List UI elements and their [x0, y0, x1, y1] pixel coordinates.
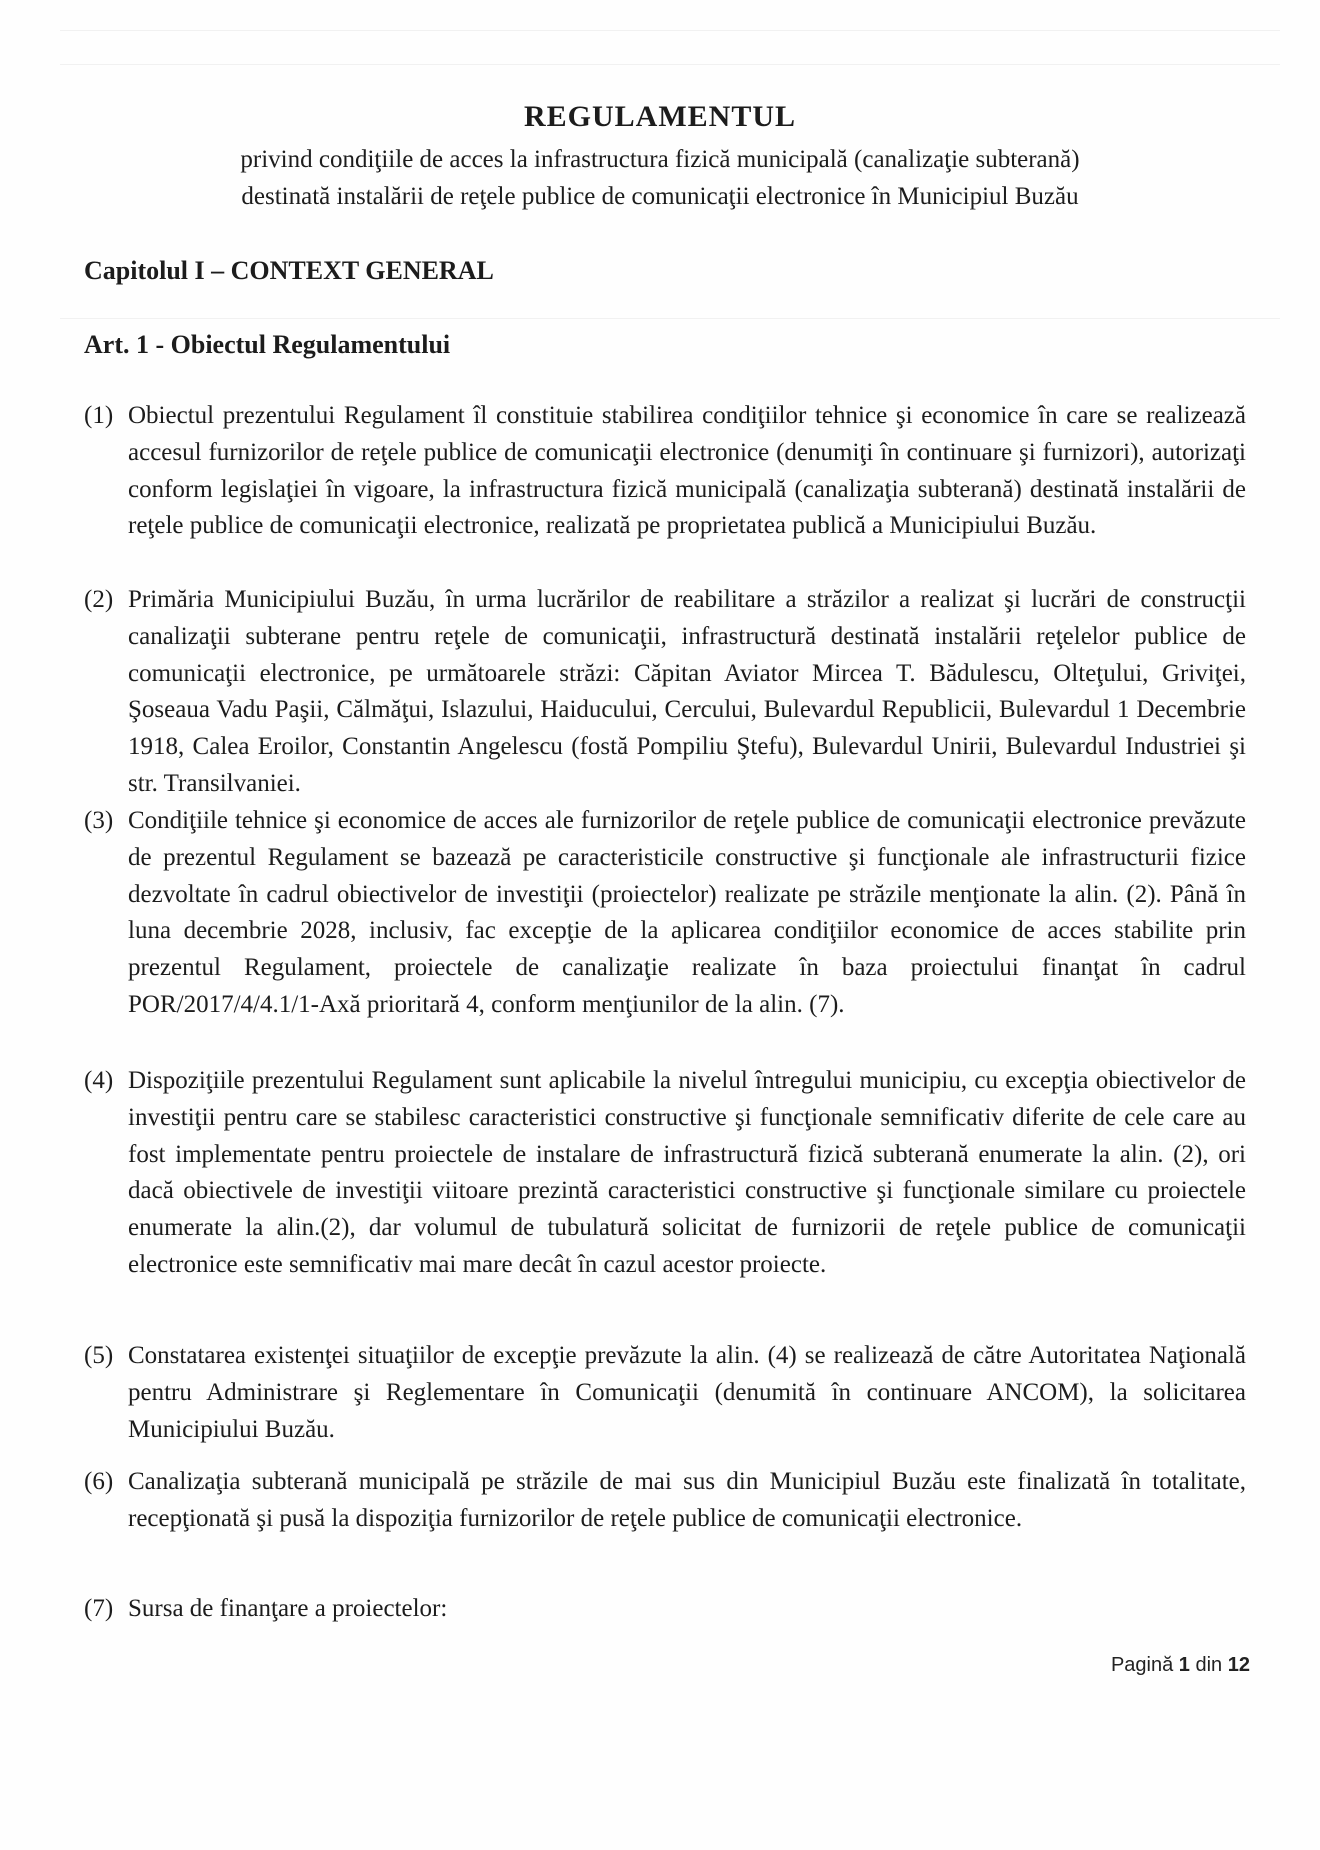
- paragraph-2: [84, 582, 1246, 803]
- paragraph-5: [84, 1338, 1246, 1448]
- paragraph-number: (3): [84, 807, 114, 834]
- paragraph-text: Primăria Municipiului Buzău, în urma lucrărilor de reabilitare a străzilor a realizat şi lucrări de construcţii canalizaţii subterane pentru reţele de comunicaţii, infrastructură destinată instalării reţelelor publice de comunicaţii electronice, pe următoarele străzi: Căpitan Aviator Mircea T. Bădulescu, Olteţului, Griviţei, Şoseaua Vadu Paşii, Călmăţui, Islazului, Haiducului, Cercului, Bulevardul Republicii, Bulevardul 1 Decembrie 1918, Calea Eroilor, Constantin Angelescu (fostă Pompiliu Ştefu), Bulevardul Unirii, Bulevardul Industriei şi str. Transilvaniei.: [128, 586, 1246, 797]
- page-of: din: [1195, 1654, 1223, 1676]
- page-current: 1: [1178, 1654, 1190, 1676]
- paragraph-number: (6): [84, 1468, 114, 1495]
- paragraph-6: [84, 1464, 1246, 1538]
- paragraph-text: Canalizaţia subterană municipală pe străzile de mai sus din Municipiul Buzău este finalizată în totalitate, recepţionată şi pusă la dispoziţia furnizorilor de reţele publice de comunicaţii electronice.: [128, 1468, 1246, 1532]
- page-total: 12: [1227, 1654, 1250, 1676]
- scan-artifact: [60, 64, 1280, 65]
- subtitle-line-2: destinată instalării de reţele publice de comunicaţii electronice în Municipiul Buzău: [241, 183, 1079, 210]
- paragraph-1: [84, 398, 1246, 545]
- paragraph-number: (5): [84, 1342, 114, 1369]
- subtitle-line-1: privind condiţiile de acces la infrastructura fizică municipală (canalizaţie subterană): [240, 146, 1080, 173]
- paragraph-3: [84, 803, 1246, 1024]
- paragraph-text: Obiectul prezentului Regulament îl constituie stabilirea condiţiilor tehnice şi economice în care se realizează accesul furnizorilor de reţele publice de comunicaţii electronice (denumiţi în continuare şi furnizori), autorizaţi conform legislaţiei în vigoare, la infrastructura fizică municipală (canalizaţia subterană) destinată instalării de reţele publice de comunicaţii electronice, realizată pe proprietatea publică a Municipiului Buzău.: [128, 402, 1246, 540]
- article-heading: Art. 1 - Obiectul Regulamentului: [84, 330, 451, 359]
- document-subtitle: [120, 141, 1200, 215]
- document-title: REGULAMENTUL: [523, 100, 797, 133]
- paragraph-text: Constatarea existenţei situaţiilor de excepţie prevăzute la alin. (4) se realizează de către Autoritatea Naţională pentru Administrare şi Reglementare în Comunicaţii (denumită în continuare ANCOM), la solicitarea Municipiului Buzău.: [128, 1342, 1246, 1443]
- paragraph-7: [84, 1591, 1246, 1628]
- page-label: Pagină: [1110, 1654, 1174, 1676]
- scan-artifact: [60, 30, 1280, 31]
- paragraph-number: (7): [84, 1595, 114, 1622]
- chapter-heading: Capitolul I – CONTEXT GENERAL: [84, 256, 494, 285]
- scan-artifact: [60, 318, 1280, 319]
- paragraph-text: Sursa de finanţare a proiectelor:: [128, 1595, 448, 1622]
- paragraph-4: [84, 1063, 1246, 1284]
- paragraph-number: (4): [84, 1067, 114, 1094]
- page-number: [1111, 1654, 1250, 1677]
- paragraph-text: Condiţiile tehnice şi economice de acces ale furnizorilor de reţele publice de comunicaţii electronice prevăzute de prezentul Regulament se bazează pe caracteristicile constructive şi funcţionale ale infrastructurii fizice dezvoltate în cadrul obiectivelor de investiţii (proiectelor) realizate pe străzile menţionate la alin. (2). Până în luna decembrie 2028, inclusiv, fac excepţie de la aplicarea condiţiilor economice de acces stabilite prin prezentul Regulament, proiectele de canalizaţie realizate în baza proiectului finanţat în cadrul POR/2017/4/4.1/1-Axă prioritară 4, conform menţiunilor de la alin. (7).: [128, 807, 1246, 1018]
- paragraph-number: (2): [84, 586, 114, 613]
- paragraph-number: (1): [84, 402, 114, 429]
- paragraph-text: Dispoziţiile prezentului Regulament sunt aplicabile la nivelul întregului municipiu, cu excepţia obiectivelor de investiţii pentru care se stabilesc caracteristici constructive şi funcţionale semnificativ diferite de cele care au fost implementate pentru proiectele de instalare de infrastructură fizică subterană enumerate la alin. (2), ori dacă obiectivele de investiţii viitoare prezintă caracteristici constructive şi funcţionale similare cu proiectele enumerate la alin.(2), dar volumul de tubulatură solicitat de furnizorii de reţele publice de comunicaţii electronice este semnificativ mai mare decât în cazul acestor proiecte.: [128, 1067, 1246, 1278]
